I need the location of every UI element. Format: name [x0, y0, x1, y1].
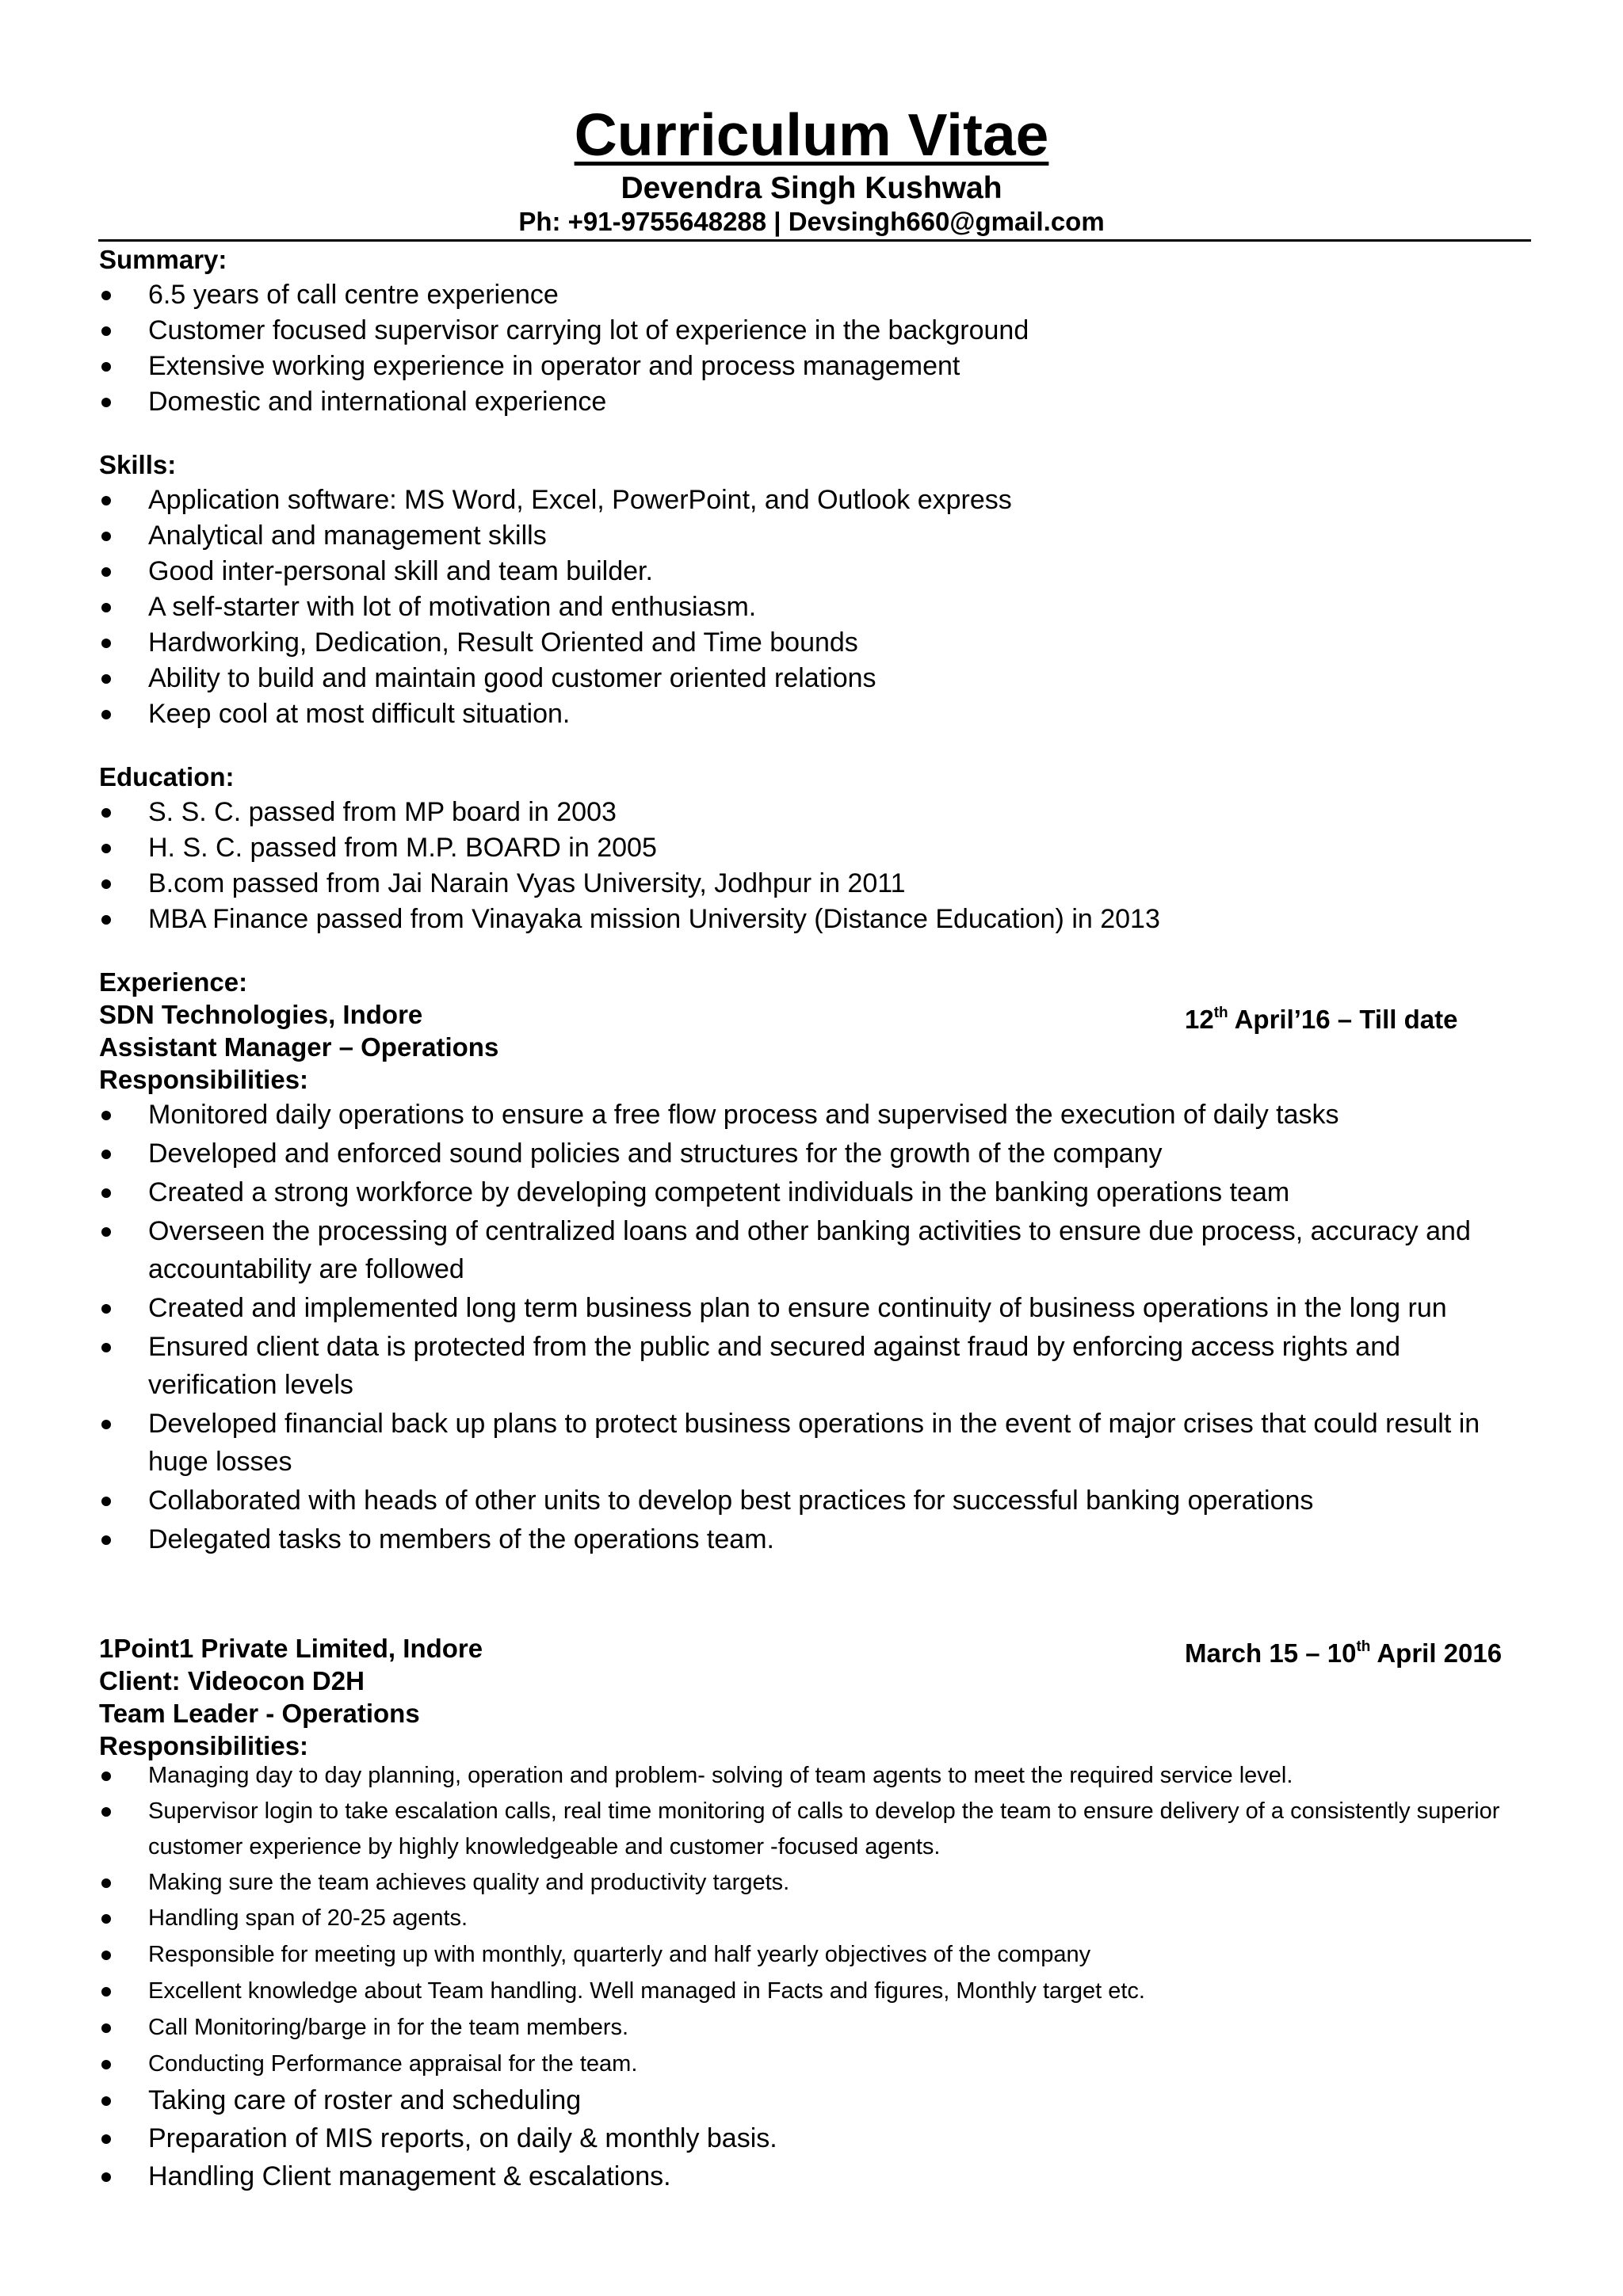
job-company: 1Point1 Private Limited, Indore	[99, 1634, 483, 1663]
bullet-icon	[101, 1497, 111, 1506]
bullet-icon	[101, 639, 111, 648]
job-company: SDN Technologies, Indore	[99, 1000, 423, 1029]
job-client: Client: Videocon D2H	[99, 1666, 365, 1695]
responsibilities-heading: Responsibilities:	[99, 1731, 309, 1760]
bullet-icon	[101, 915, 111, 925]
bullet-icon	[101, 603, 111, 612]
bullet-icon	[101, 1343, 111, 1352]
bullet-icon	[101, 398, 111, 407]
bullet-icon	[101, 879, 111, 889]
bullet-icon	[101, 710, 111, 719]
bullet-icon	[101, 1914, 111, 1924]
bullet-icon	[101, 1772, 111, 1781]
bullet-icon	[101, 496, 111, 505]
bullet-icon	[101, 2060, 111, 2069]
bullet-icon	[101, 674, 111, 684]
bullet-icon	[101, 326, 111, 336]
education-heading: Education:	[99, 762, 235, 791]
bullet-icon	[101, 362, 111, 372]
contact-line: Ph: +91-9755648288 | Devsingh660@gmail.com	[518, 207, 1105, 236]
bullet-icon	[101, 2096, 111, 2106]
bullet-icon	[101, 1535, 111, 1545]
bullet-icon	[101, 808, 111, 818]
document-title: Curriculum Vitae	[574, 101, 1049, 168]
bullet-icon	[101, 1878, 111, 1888]
bullet-icon	[101, 567, 111, 577]
bullet-icon	[101, 844, 111, 853]
job-dates: 12th April’16 – Till date	[1185, 1005, 1458, 1034]
bullet-icon	[101, 2023, 111, 2033]
bullet-icon	[101, 2134, 111, 2144]
bullet-icon	[101, 1111, 111, 1120]
bullet-icon	[101, 1188, 111, 1198]
bullet-icon	[101, 532, 111, 541]
job-role: Team Leader - Operations	[99, 1699, 420, 1728]
bullet-icon	[101, 1987, 111, 1997]
job-dates: March 15 – 10th April 2016	[1185, 1638, 1503, 1668]
bullet-icon	[101, 1807, 111, 1817]
bullet-icon	[101, 1150, 111, 1159]
responsibilities-heading: Responsibilities:	[99, 1065, 309, 1094]
bullet-icon	[101, 1304, 111, 1314]
bullet-icon	[101, 1420, 111, 1429]
bullet-icon	[101, 291, 111, 300]
bullet-icon	[101, 1227, 111, 1237]
experience-heading: Experience:	[99, 967, 248, 997]
skills-heading: Skills:	[99, 450, 177, 479]
cv-page: Curriculum Vitae Devendra Singh Kushwah Ph: +91-9755648288 | Devsingh660@gmail.com Summary: 6.5 years of call centre experience Customer focused supervisor carrying lot of experience in the background Extensive working experience in operator and process management Domestic and international experience Skills: Application software: MS Word, Excel, PowerPoint, and Outlook express Analytical and management skills Good inter-personal skill and team builder. A self-starter with lot of motivation and enthusiasm. Hardworking, Dedication, Result Oriented and Time bounds Ability to build and maintain good customer oriented relations Keep cool at most difficult situation. Education: S. S. C. passed from MP board in 2003 H. S. C. passed from M.P. BOARD in 2005 B.com passed from Jai Narain Vyas University, Jodhpur in 2011 MBA Finance passed from Vinayaka mission University (Distance Education) in 2013 Experience: SDN Technologies, Indore 12th April’16 – Till date Assistant Manager – Operations Responsibilities: Monitored daily operations to ensure a free flow process and supervised the execution of daily tasks Developed and enforced sound policies and structures for the growth of the company Created a strong workforce by developing competent individuals in the banking operations team Overseen the processing of centralized loans and other banking activities to ensure due process, accuracy and accountability are followed Created and implemented long term business plan to ensure continuity of business operations in the long run Ensured client data is protected from the public and secured against fraud by enforcing access rights and verification levels Developed financial back up plans to protect business operations in the event of major crises that could result in huge losses Collaborated with heads of other units to develop best practices for successful banking operations Delegated tasks to members of the operations team. 1Point1 Private Limited, Indore March 15 – 10th April 2016 Client: Videocon D2H Team Leader - Operations Responsibilities: Managing day to day planning, operation and problem- solving of team agents to meet the required service level. Supervisor login to take escalation calls, real time monitoring of calls to develop the team to ensure delivery of a consistently superior customer experience by highly knowledgeable and customer -focused agents. Making sure the team achieves quality and productivity targets. Handling span of 20-25 agents. Responsible for meeting up with monthly, quarterly and half yearly objectives of the company Excellent knowledge about Team handling. Well managed in Facts and figures, Monthly target etc. Call Monitoring/barge in for the team members. Conducting Performance appraisal for the team. Taking care of roster and scheduling Preparation of MIS reports, on daily & monthly basis. Handling Client management & escalations.	[0, 0, 1623, 2296]
bullet-icon	[101, 1951, 111, 1960]
candidate-name: Devendra Singh Kushwah	[621, 171, 1002, 205]
header-divider	[98, 239, 1531, 242]
summary-heading: Summary:	[99, 245, 227, 274]
job-role: Assistant Manager – Operations	[99, 1032, 499, 1062]
bullet-icon	[101, 2172, 111, 2182]
